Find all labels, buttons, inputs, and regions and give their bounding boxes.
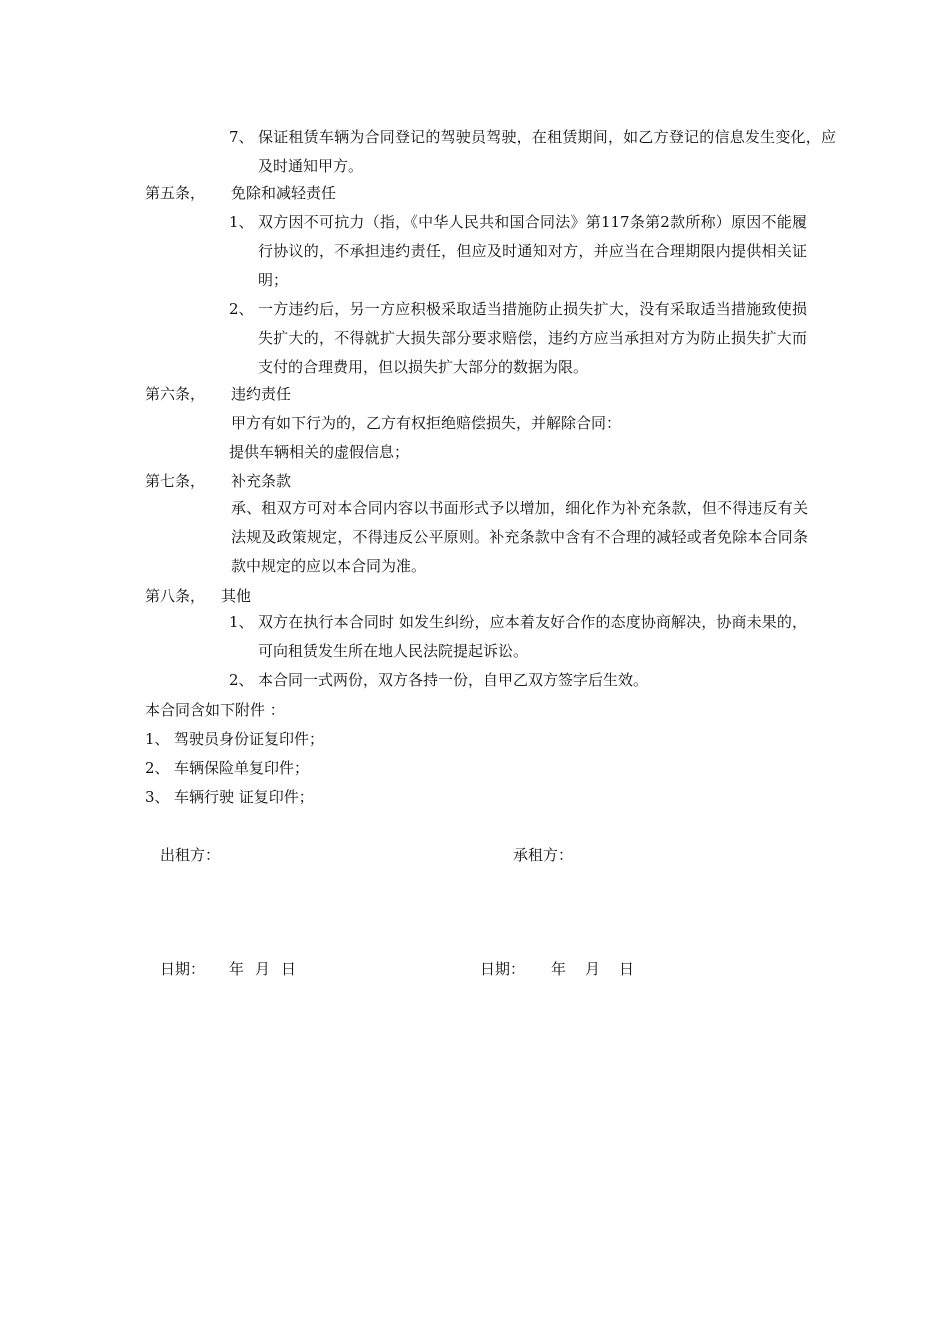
article7-title: 补充条款 bbox=[231, 472, 292, 490]
lessee-label: 承租方： bbox=[513, 846, 574, 864]
attachments-heading: 本合同含如下附件 ： bbox=[145, 701, 285, 719]
attachment-2-number: 2、 bbox=[145, 759, 170, 777]
item-text: 本合同一式两份，双方各持一份，自甲乙双方签字后生效。 bbox=[258, 671, 649, 689]
attachment-3-number: 3、 bbox=[145, 788, 170, 806]
date-day-right: 日 bbox=[619, 960, 635, 978]
date-year-left: 年 bbox=[229, 960, 245, 978]
attachment-2-text: 车辆保险单复印件； bbox=[174, 759, 310, 777]
item-number: 1、 bbox=[229, 613, 254, 631]
article8-title: 其他 bbox=[221, 587, 252, 605]
attachment-3-text: 车辆行驶 证复印件； bbox=[174, 788, 314, 806]
item-number: 2、 bbox=[229, 671, 254, 689]
attachment-1-number: 1、 bbox=[145, 730, 170, 748]
item-text: 双方因不可抗力（指，《中华人民共和国合同法》第117条第2款所称）原因不能履行协议的，不承担违约责任，但应及时通知对方，并应当在合理期限内提供相关证明； bbox=[258, 213, 807, 289]
lessor-label: 出租方： bbox=[160, 846, 221, 864]
date-year-right: 年 bbox=[551, 960, 567, 978]
date-label-right: 日期： bbox=[480, 960, 526, 978]
article6-line2: 提供车辆相关的虚假信息； bbox=[229, 443, 410, 461]
article6-line1: 甲方有如下行为的，乙方有权拒绝赔偿损失，并解除合同： bbox=[231, 414, 622, 432]
article5-title: 免除和减轻责任 bbox=[231, 184, 337, 202]
date-day-left: 日 bbox=[281, 960, 297, 978]
attachment-1-text: 驾驶员身份证复印件； bbox=[174, 730, 325, 748]
item-text: 一方违约后，另一方应积极采取适当措施防止损失扩大，没有采取适当措施致使损失扩大的，不得就扩大损失部分要求赔偿，违约方应当承担对方为防止损失扩大而支付的合理费用，但以损失扩大部分的数据为限。 bbox=[258, 300, 807, 376]
article5-label: 第五条， bbox=[145, 184, 206, 202]
item-number: 2、 bbox=[229, 300, 254, 318]
article7-label: 第七条， bbox=[145, 472, 206, 490]
item-text: 双方在执行本合同时 如发生纠纷，应本着友好合作的态度协商解决，协商未果的，可向租赁发生所在地人民法院提起诉讼。 bbox=[258, 613, 807, 660]
item-text: 保证租赁车辆为合同登记的驾驶员驾驶，在租赁期间，如乙方登记的信息发生变化，应及时通知甲方。 bbox=[258, 128, 836, 175]
item-number: 7、 bbox=[229, 128, 254, 146]
date-label-left: 日期： bbox=[160, 960, 206, 978]
item-number: 1、 bbox=[229, 213, 254, 231]
date-month-left: 月 bbox=[255, 960, 271, 978]
article6-title: 违约责任 bbox=[231, 385, 292, 403]
article7-text: 承、租双方可对本合同内容以书面形式予以增加，细化作为补充条款，但不得违反有关法规及政策规定，不得违反公平原则。补充条款中含有不合理的减轻或者免除本合同条款中规定的应以本合同为准。 bbox=[231, 499, 808, 575]
article6-label: 第六条， bbox=[145, 385, 206, 403]
article8-label: 第八条， bbox=[145, 587, 206, 605]
date-month-right: 月 bbox=[585, 960, 601, 978]
